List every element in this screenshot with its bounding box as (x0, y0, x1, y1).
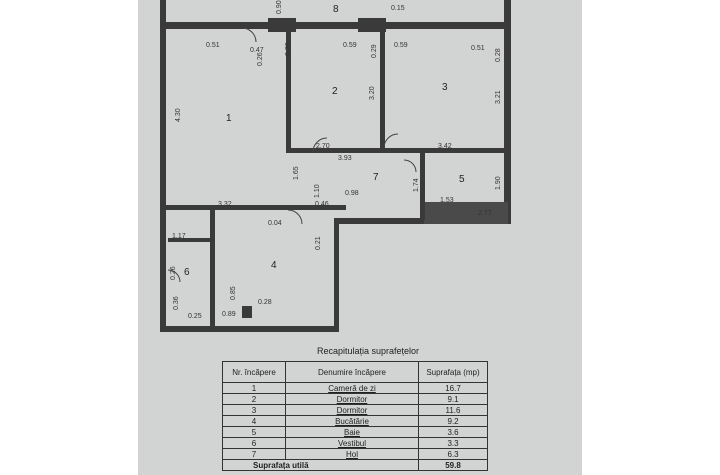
room-number-1: 1 (226, 113, 232, 124)
wall-hall-bottom (334, 218, 428, 224)
room-name: Hol (286, 449, 419, 460)
dimension-label: 0.90 (276, 0, 283, 14)
room-number: 5 (223, 427, 286, 438)
dimension-label: 0.47 (250, 47, 264, 54)
dimension-label: 0.89 (222, 311, 236, 318)
header-room-number: Nr. încăpere (223, 362, 286, 383)
header-room-name: Denumire încăpere (286, 362, 419, 383)
dimension-label: 0.26 (170, 266, 177, 280)
room-area: 9.1 (419, 394, 488, 405)
dimension-label: 0.46 (315, 201, 329, 208)
table-row (223, 416, 488, 427)
doors (168, 28, 416, 282)
room-area: 9.2 (419, 416, 488, 427)
wall-top (160, 22, 511, 29)
chimney (242, 306, 252, 318)
table-row (223, 427, 488, 438)
door-living (242, 28, 256, 42)
room-area: 6.3 (419, 449, 488, 460)
dimension-label: 0.59 (343, 42, 357, 49)
table-header-row (223, 362, 488, 383)
room-number: 4 (223, 416, 286, 427)
wall-right (504, 0, 511, 224)
table-row (223, 394, 488, 405)
room-number: 3 (223, 405, 286, 416)
wall-bath-left (420, 150, 425, 220)
door-bedroom-3 (384, 134, 398, 148)
scanned-sheet (138, 0, 582, 475)
room-numbers (184, 4, 465, 278)
dimension-label: 1.10 (314, 184, 321, 198)
table-row (223, 449, 488, 460)
room-number: 2 (223, 394, 286, 405)
dimension-label: 1.90 (495, 176, 502, 190)
dimension-label: 0.85 (230, 286, 237, 300)
dimension-label: 3.20 (369, 86, 376, 100)
room-number: 6 (223, 438, 286, 449)
dimension-label: 2.70 (316, 143, 330, 150)
dimension-label: 0.15 (391, 5, 405, 12)
table-row (223, 383, 488, 394)
dimension-label: 1.65 (293, 166, 300, 180)
dimension-label: 2.77 (478, 210, 492, 217)
wall-left (160, 0, 166, 332)
dimension-label: 1.17 (172, 233, 186, 240)
dimension-label: 0.28 (285, 42, 292, 56)
dimension-label: 4.30 (175, 108, 182, 122)
dimension-label: 0.25 (188, 313, 202, 320)
dimension-label: 1.74 (413, 178, 420, 192)
room-number: 7 (223, 449, 286, 460)
wall-kitchen-left (210, 210, 215, 326)
door-bath (404, 160, 416, 172)
total-label: Suprafața utilă (223, 460, 419, 471)
room-number-6: 6 (184, 267, 190, 278)
dimension-label: 3.42 (438, 143, 452, 150)
room-name: Bucătărie (286, 416, 419, 427)
room-number-2: 2 (332, 86, 338, 97)
walls (160, 0, 511, 332)
area-summary-table (222, 361, 488, 471)
room-number-7: 7 (373, 172, 379, 183)
room-name: Baie (286, 427, 419, 438)
recap-title: Recapitulația suprafețelor (316, 346, 420, 356)
dimension-label: 0.21 (315, 236, 322, 250)
room-name: Vestibul (286, 438, 419, 449)
dimension-label: 0.59 (394, 42, 408, 49)
room-number-4: 4 (271, 260, 277, 271)
room-number-8: 8 (333, 4, 339, 15)
dimension-label: 0.26 (257, 52, 264, 66)
total-row (223, 460, 488, 471)
room-area: 3.3 (419, 438, 488, 449)
room-area: 11.6 (419, 405, 488, 416)
dimension-label: 0.98 (345, 190, 359, 197)
header-area: Suprafața (mp) (419, 362, 488, 383)
dimension-label: 3.93 (338, 155, 352, 162)
dimension-label: 0.29 (371, 44, 378, 58)
dimension-label: 0.51 (471, 45, 485, 52)
dimension-label: 0.04 (268, 220, 282, 227)
total-value: 59.8 (419, 460, 488, 471)
dimension-label: 3.21 (495, 90, 502, 104)
room-name: Dormitor (286, 394, 419, 405)
column-1 (268, 18, 296, 32)
dimension-label: 0.36 (173, 296, 180, 310)
door-kitchen (288, 210, 302, 224)
wall-kitchen-right (334, 222, 339, 332)
dimension-label: 3.32 (218, 201, 232, 208)
dimension-label: 0.28 (495, 48, 502, 62)
wall-bottom (160, 326, 338, 332)
room-area: 16.7 (419, 383, 488, 394)
room-number-3: 3 (442, 82, 448, 93)
table-row (223, 438, 488, 449)
dimension-label: 0.51 (206, 42, 220, 49)
room-name: Dormitor (286, 405, 419, 416)
floor-plan (138, 0, 582, 345)
wall-bed2-right (380, 28, 385, 150)
bath-stack (424, 202, 508, 224)
room-number: 1 (223, 383, 286, 394)
dimension-label: 1.53 (440, 197, 454, 204)
room-name: Cameră de zi (286, 383, 419, 394)
table-row (223, 405, 488, 416)
room-area: 3.6 (419, 427, 488, 438)
room-number-5: 5 (459, 174, 465, 185)
dimension-label: 0.28 (258, 299, 272, 306)
